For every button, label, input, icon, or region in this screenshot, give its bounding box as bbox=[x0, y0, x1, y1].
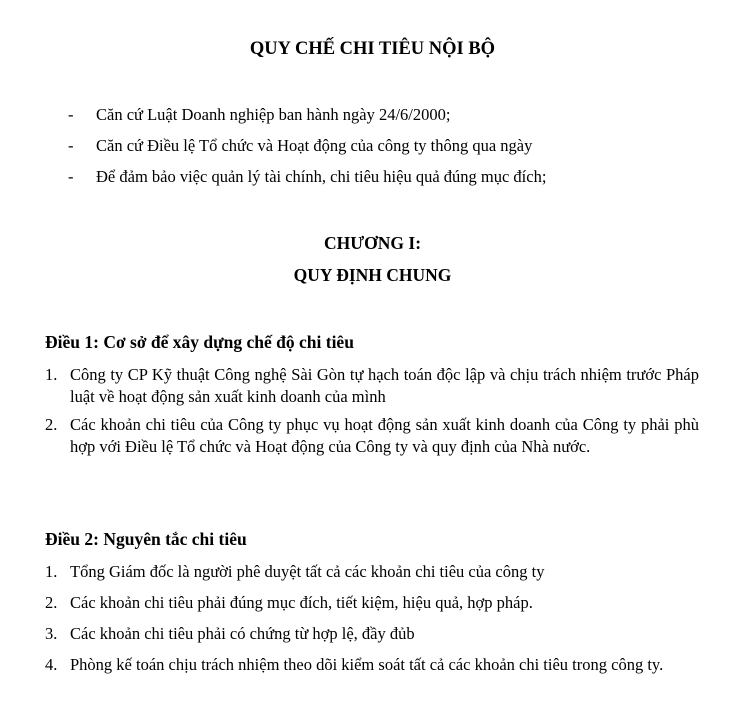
item-text: Phòng kế toán chịu trách nhiệm theo dõi kiểm soát tất cả các khoản chi tiêu trong công ty. bbox=[70, 655, 664, 674]
article-2-heading: Điều 2: Nguyên tắc chi tiêu bbox=[45, 529, 247, 549]
article-2-list bbox=[0, 561, 735, 702]
legal-basis-item bbox=[0, 135, 735, 166]
item-text: Các khoản chi tiêu của Công ty phục vụ hoạt động sản xuất kinh doanh của Công ty phải phù hợp với Điều lệ Tổ chức và Hoạt động của Công ty và quy định của Nhà nước. bbox=[70, 415, 699, 456]
chapter-name: QUY ĐỊNH CHUNG bbox=[293, 265, 452, 285]
item-number: 2. bbox=[45, 593, 58, 612]
list-item bbox=[0, 592, 735, 623]
item-number: 4. bbox=[45, 655, 58, 674]
legal-basis-text: Căn cứ Điều lệ Tổ chức và Hoạt động của công ty thông qua ngày bbox=[96, 136, 533, 155]
item-number: 3. bbox=[45, 624, 58, 643]
article-1-heading: Điều 1: Cơ sở để xây dựng chế độ chi tiêu bbox=[45, 332, 354, 352]
legal-basis-text: Căn cứ Luật Doanh nghiệp ban hành ngày 24/6/2000; bbox=[96, 105, 451, 124]
bullet-dash: - bbox=[68, 136, 74, 155]
list-item bbox=[0, 561, 735, 592]
article-1-list bbox=[0, 364, 735, 486]
legal-basis-item bbox=[0, 104, 735, 135]
chapter-number: CHƯƠNG I: bbox=[323, 233, 422, 253]
list-item bbox=[0, 414, 735, 486]
legal-basis-list bbox=[0, 104, 735, 197]
bullet-dash: - bbox=[68, 105, 74, 124]
item-number: 1. bbox=[45, 562, 58, 581]
list-item bbox=[0, 364, 735, 414]
document-title: QUY CHẾ CHI TIÊU NỘI BỘ bbox=[249, 39, 496, 59]
list-item bbox=[0, 623, 735, 654]
legal-basis-item bbox=[0, 166, 735, 197]
item-number: 2. bbox=[45, 415, 58, 434]
item-text: Tổng Giám đốc là người phê duyệt tất cả các khoản chi tiêu của công ty bbox=[70, 562, 545, 581]
item-number: 1. bbox=[45, 365, 58, 384]
item-text: Các khoản chi tiêu phải đúng mục đích, tiết kiệm, hiệu quả, hợp pháp. bbox=[70, 593, 533, 612]
item-text: Công ty CP Kỹ thuật Công nghệ Sài Gòn tự hạch toán độc lập và chịu trách nhiệm trước Pháp luật về hoạt động sản xuất kinh doanh của mình bbox=[70, 365, 699, 406]
bullet-dash: - bbox=[68, 167, 74, 186]
list-item bbox=[0, 654, 735, 702]
legal-basis-text: Để đảm bảo việc quản lý tài chính, chi tiêu hiệu quả đúng mục đích; bbox=[96, 167, 547, 186]
item-text: Các khoản chi tiêu phải có chứng từ hợp lệ, đầy đủb bbox=[70, 624, 415, 643]
